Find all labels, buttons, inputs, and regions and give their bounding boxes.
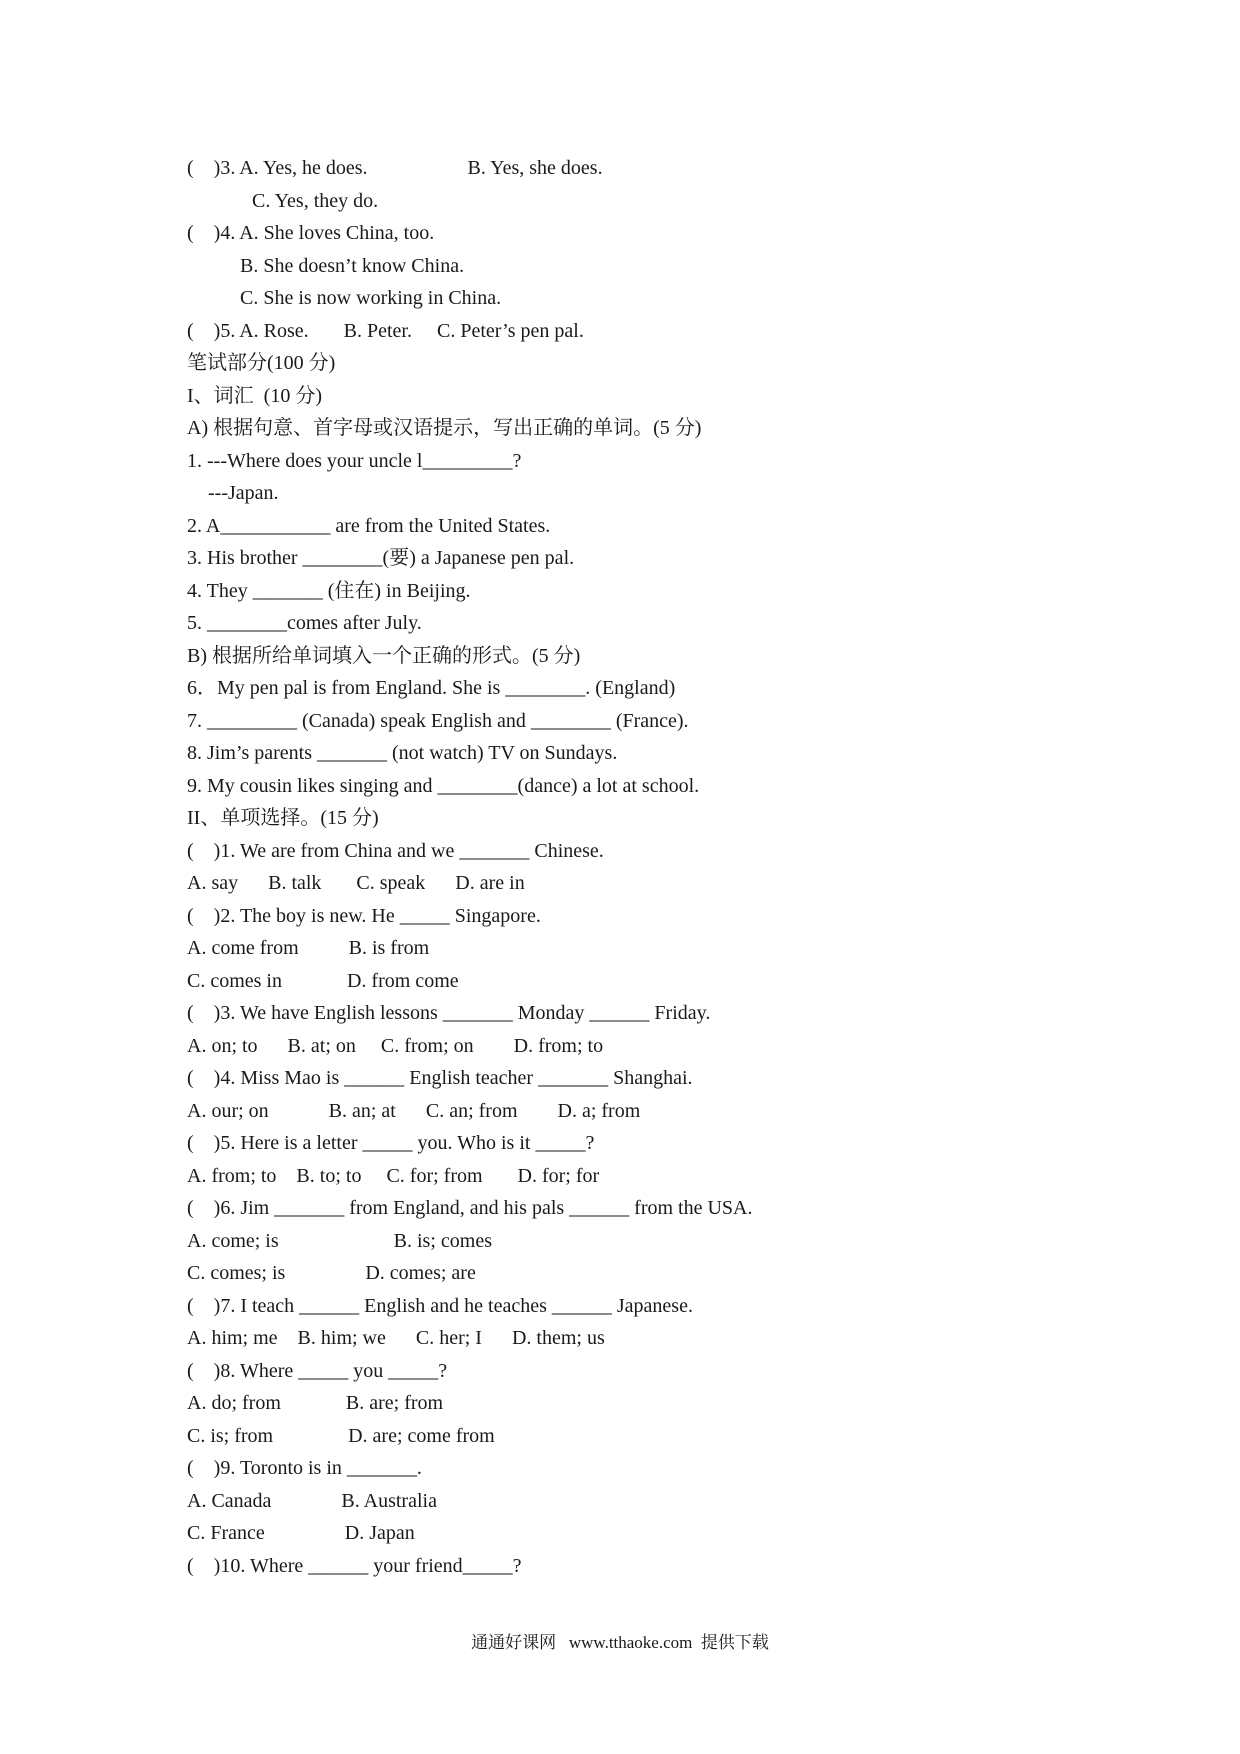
question-line: ( )10. Where ______ your friend_____? (187, 1555, 522, 1577)
instruction-text: A) 根据句意、首字母或汉语提示，写出正确的单词。(5 分) (187, 417, 702, 439)
section-heading: I、词汇 (10 分) (187, 385, 322, 407)
text-line: ---Japan. (208, 482, 279, 504)
text-line: 2. A___________ are from the United States. (187, 515, 551, 537)
question-line: ( )5. Here is a letter _____ you. Who is it _____? (187, 1132, 595, 1154)
question-line: ( )4. Miss Mao is ______ English teacher _______ Shanghai. (187, 1067, 693, 1089)
text-line: 1. ---Where does your uncle l_________? (187, 450, 522, 472)
text-line: 8. Jim’s parents _______ (not watch) TV on Sundays. (187, 742, 618, 764)
options-line: A. our; on B. an; at C. an; from D. a; from (187, 1100, 641, 1122)
options-line: C. is; from D. are; come from (187, 1425, 495, 1447)
section-heading: II、单项选择。(15 分) (187, 807, 379, 829)
text-line: 4. They _______ (住在) in Beijing. (187, 580, 471, 602)
text-line: ( )4. A. She loves China, too. (187, 222, 435, 244)
question-line: ( )1. We are from China and we _______ Chinese. (187, 840, 604, 862)
options-line: A. come from B. is from (187, 937, 430, 959)
question-line: ( )6. Jim _______ from England, and his pals ______ from the USA. (187, 1197, 753, 1219)
text-line: 6．My pen pal is from England. She is ________. (England) (187, 677, 676, 699)
question-line: ( )9. Toronto is in _______. (187, 1457, 422, 1479)
page-footer: 通通好课网 www.tthaoke.com 提供下载 (471, 1633, 769, 1652)
options-line: A. Canada B. Australia (187, 1490, 437, 1512)
options-line: A. on; to B. at; on C. from; on D. from; to (187, 1035, 604, 1057)
question-line: ( )8. Where _____ you _____? (187, 1360, 448, 1382)
text-line: ( )3. A. Yes, he does. B. Yes, she does. (187, 157, 603, 179)
text-line: B. She doesn’t know China. (240, 255, 465, 277)
section-heading: 笔试部分(100 分) (187, 352, 336, 374)
question-line: ( )7. I teach ______ English and he teaches ______ Japanese. (187, 1295, 693, 1317)
options-line: A. come; is B. is; comes (187, 1230, 492, 1252)
question-line: ( )2. The boy is new. He _____ Singapore. (187, 905, 541, 927)
options-line: A. do; from B. are; from (187, 1392, 444, 1414)
text-line: 3. His brother ________(要) a Japanese pen pal. (187, 547, 575, 569)
options-line: A. him; me B. him; we C. her; I D. them; us (187, 1327, 605, 1349)
text-line: 7. _________ (Canada) speak English and ________ (France). (187, 710, 689, 732)
options-line: C. comes in D. from come (187, 970, 459, 992)
text-line: 5. ________comes after July. (187, 612, 422, 634)
text-line: ( )5. A. Rose. B. Peter. C. Peter’s pen pal. (187, 320, 584, 342)
instruction-text: B) 根据所给单词填入一个正确的形式。(5 分) (187, 645, 581, 667)
question-line: ( )3. We have English lessons _______ Monday ______ Friday. (187, 1002, 711, 1024)
options-line: A. say B. talk C. speak D. are in (187, 872, 525, 894)
text-line: C. She is now working in China. (240, 287, 502, 309)
text-line: 9. My cousin likes singing and ________(dance) a lot at school. (187, 775, 700, 797)
text-line: C. Yes, they do. (252, 190, 379, 212)
options-line: A. from; to B. to; to C. for; from D. for; for (187, 1165, 600, 1187)
options-line: C. comes; is D. comes; are (187, 1262, 476, 1284)
options-line: C. France D. Japan (187, 1522, 415, 1544)
